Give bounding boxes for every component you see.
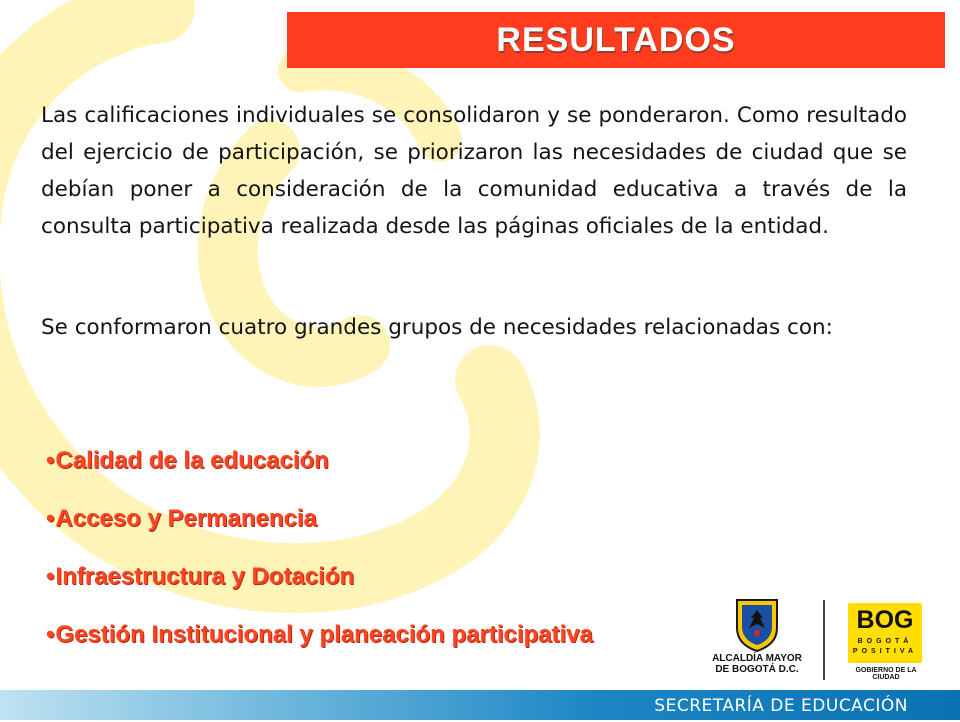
list-item-label: Calidad de la educación: [55, 447, 329, 474]
bullet-icon: •: [46, 447, 55, 474]
list-item-label: Infraestructura y Dotación: [55, 563, 355, 590]
bogota-positiva-logo: [848, 603, 922, 663]
logo-area: [702, 596, 932, 686]
needs-list: [46, 444, 686, 676]
bog-wordmark: BOG: [856, 606, 914, 634]
bogota-crest-icon: [732, 598, 782, 652]
list-item-label: Gestión Institucional y planeación participativa: [55, 621, 593, 648]
bog-sub1: BOGOTÁ: [857, 638, 913, 645]
bullet-icon: •: [46, 505, 55, 532]
alcaldia-line2: DE BOGOTÁ D.C.: [715, 664, 799, 675]
list-item-label: Acceso y Permanencia: [55, 505, 317, 532]
list-item: [46, 502, 686, 560]
groups-intro-paragraph: Se conformaron cuatro grandes grupos de necesidades relacionadas con:: [41, 315, 833, 340]
list-item: [46, 560, 686, 618]
list-item: [46, 444, 686, 502]
alcaldia-line1: ALCALDÍA MAYOR: [712, 653, 802, 664]
alcaldia-label: [702, 653, 812, 675]
slide-title: RESULTADOS: [496, 20, 736, 59]
list-item: [46, 618, 686, 676]
bullet-icon: •: [46, 563, 55, 590]
bog-caption: GOBIERNO DE LA CIUDAD: [855, 667, 917, 681]
results-paragraph: Las calificaciones individuales se consolidaron y se ponderaron. Como resultado del ejercicio de participación, se priorizaron las necesidades de ciudad que se debían poner a consideración de la comunidad educativa a través de la consulta participativa realizada desde las páginas oficiales de la entidad.: [41, 103, 907, 239]
logo-divider: [823, 600, 825, 680]
bullet-icon: •: [46, 621, 55, 648]
footer-label: SECRETARÍA DE EDUCACIÓN: [654, 696, 908, 716]
bog-sub2: POSITIVA: [852, 648, 918, 655]
